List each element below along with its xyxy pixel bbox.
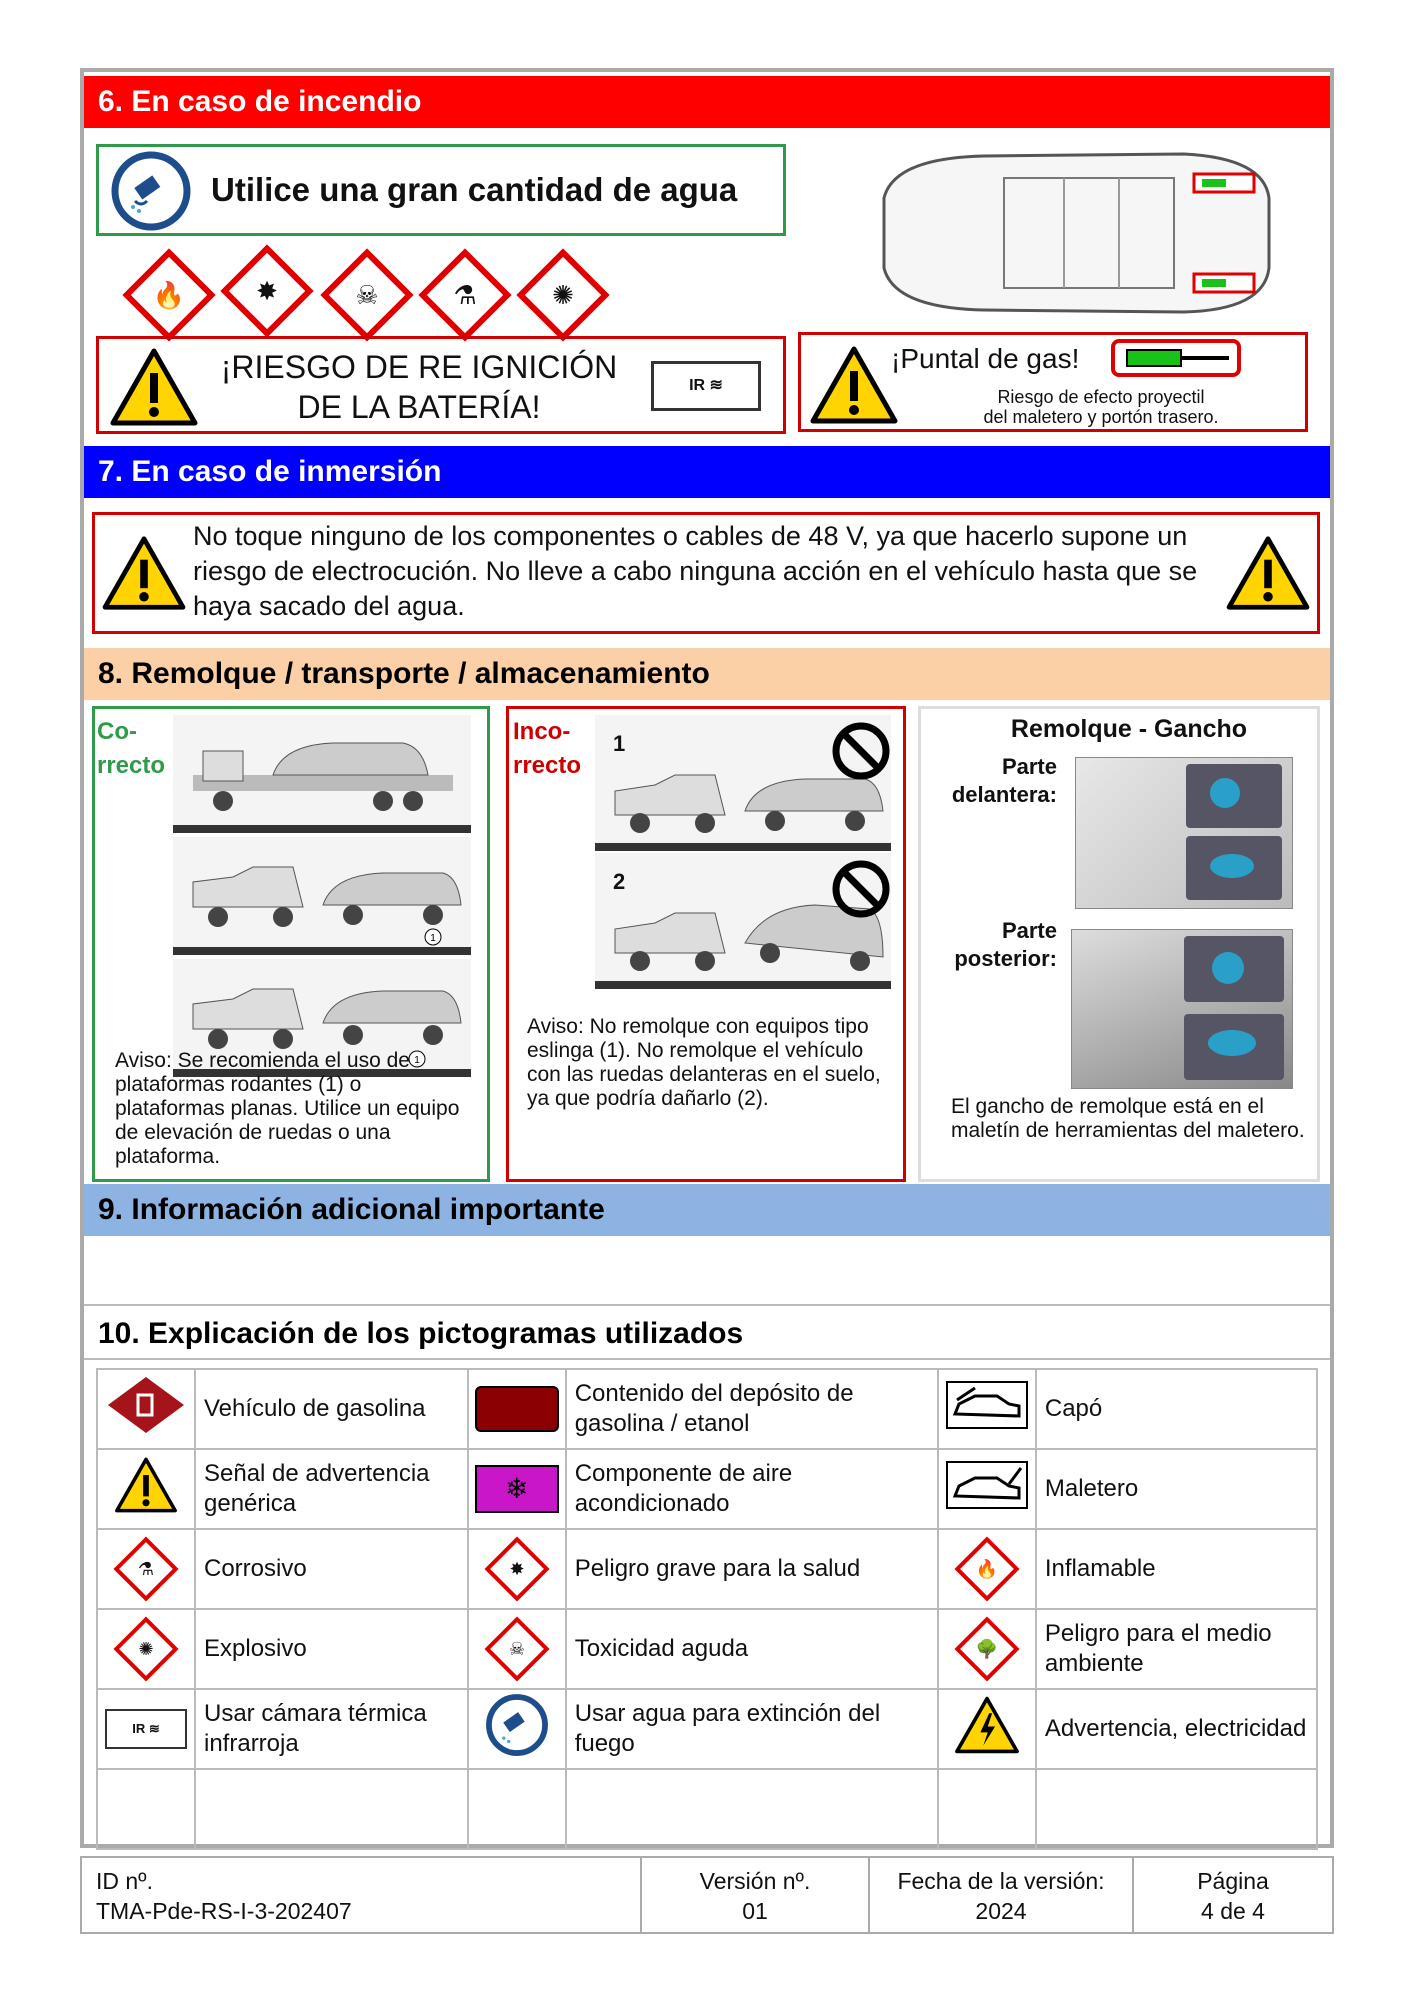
section-9-header: 9. Información adicional importante	[84, 1184, 1330, 1236]
legend-label: Explosivo	[195, 1609, 468, 1689]
gas-strut-icon	[1111, 339, 1241, 377]
ir-label: IR	[132, 1721, 146, 1736]
water-extinguish-box	[96, 144, 786, 236]
hood-icon	[938, 1369, 1036, 1449]
legend-label: Capó	[1036, 1369, 1317, 1449]
section-8-header: 8. Remolque / transporte / almacenamiento	[84, 648, 1330, 700]
footer-version-label: Versión nº.	[699, 1868, 811, 1894]
incorrect-label: Inco- rrecto	[513, 718, 582, 779]
legend-label: Señal de advertencia genérica	[195, 1449, 468, 1529]
reignition-line-1: ¡RIESGO DE RE IGNICIÓN	[220, 349, 618, 385]
immersion-warning-box	[92, 512, 1320, 634]
footer-page-label: Página	[1197, 1868, 1269, 1894]
flame-icon: 🔥	[152, 279, 186, 310]
thermal-camera-icon: IR ≋	[651, 361, 761, 411]
warning-triangle-icon	[1225, 535, 1311, 611]
incorrect-number-2: 2	[613, 869, 626, 894]
footer-page-value: 4 de 4	[1201, 1898, 1265, 1924]
legend-label: Inflamable	[1036, 1529, 1317, 1609]
warning-triangle-icon	[97, 1449, 195, 1529]
legend-label: Usar cámara térmica infrarroja	[195, 1689, 468, 1769]
gas-strut-title: ¡Puntal de gas!	[891, 343, 1080, 374]
footer-id-label: ID nº.	[96, 1868, 153, 1894]
footer-version	[642, 1858, 870, 1932]
toxic-pictogram	[320, 248, 413, 341]
table-row	[97, 1369, 1317, 1449]
electricity-warning-icon	[938, 1689, 1036, 1769]
empty-cell	[97, 1769, 195, 1849]
rear-part-label: Parte posterior:	[954, 918, 1057, 971]
legend-label: Maletero	[1036, 1449, 1317, 1529]
incorrect-note: Aviso: No remolque con equipos tipo eslinga (1). No remolque el vehículo con las ruedas delanteras en el suelo, ya que podría dañarlo (2).	[527, 1015, 881, 1110]
prohibited-icon	[831, 721, 891, 781]
footer-version-value: 01	[742, 1898, 768, 1924]
towing-correct-panel	[92, 706, 490, 1182]
legend-label: Vehículo de gasolina	[195, 1369, 468, 1449]
thermal-camera-icon: IR ≋	[97, 1689, 195, 1769]
water-extinguisher-icon	[468, 1689, 566, 1769]
prohibited-icon	[831, 859, 891, 919]
empty-cell	[468, 1769, 566, 1849]
gas-strut-line-2: del maletero y portón trasero.	[983, 407, 1219, 427]
legend-label: Peligro grave para la salud	[566, 1529, 938, 1609]
legend-label: Componente de aire acondicionado	[566, 1449, 938, 1529]
flammable-icon: 🔥	[938, 1529, 1036, 1609]
table-row	[97, 1689, 1317, 1769]
additional-info-area	[84, 1236, 1330, 1302]
reignition-line-2: DE LA BATERÍA!	[297, 389, 541, 425]
towing-incorrect-panel	[506, 706, 906, 1182]
wheel-lift-dolly-image	[173, 837, 471, 955]
corrosive-icon: ⚗	[97, 1529, 195, 1609]
section-6-header: 6. En caso de incendio	[84, 76, 1330, 128]
pictogram-legend-table	[96, 1368, 1318, 1850]
vehicle-top-view	[864, 138, 1284, 328]
document-footer	[80, 1856, 1334, 1934]
tow-hook-panel	[918, 706, 1320, 1182]
skull-icon: ☠	[355, 279, 379, 310]
immersion-text: No toque ninguno de los componentes o cables de 48 V, ya que hacerlo supone un riesgo de electrocución. No lleve a cabo ninguna acción en el vehículo hasta que se haya sacado del agua.	[193, 521, 1198, 621]
legend-label: Advertencia, electricidad	[1036, 1689, 1317, 1769]
petrol-vehicle-icon	[97, 1369, 195, 1449]
rescue-sheet-page	[80, 68, 1334, 1848]
front-part-label: Parte delantera:	[951, 754, 1057, 807]
corrosion-icon: ⚗	[453, 279, 477, 310]
gas-strut-box	[798, 332, 1308, 432]
footer-date-value: 2024	[975, 1898, 1027, 1924]
incorrect-number-1: 1	[613, 731, 626, 756]
dolly-marker-1: 1	[414, 1055, 420, 1066]
corrosive-pictogram	[418, 248, 511, 341]
table-row	[97, 1449, 1317, 1529]
footer-page	[1134, 1858, 1332, 1932]
trunk-icon	[938, 1449, 1036, 1529]
rear-hook-image	[1071, 929, 1293, 1089]
legend-label: Corrosivo	[195, 1529, 468, 1609]
front-hook-image	[1075, 757, 1293, 909]
empty-cell	[195, 1769, 468, 1849]
battery-reignition-box	[96, 336, 786, 434]
legend-label: Usar agua para extinción del fuego	[566, 1689, 938, 1769]
table-row	[97, 1609, 1317, 1689]
empty-cell	[1036, 1769, 1317, 1849]
legend-label: Peligro para el medio ambiente	[1036, 1609, 1317, 1689]
explosive-pictogram	[516, 248, 609, 341]
flatbed-truck-image	[173, 715, 471, 833]
air-conditioning-icon: ❄	[468, 1449, 566, 1529]
legend-label: Toxicidad aguda	[566, 1609, 938, 1689]
empty-cell	[566, 1769, 938, 1849]
footer-date	[870, 1858, 1134, 1932]
ir-label: IR	[689, 377, 706, 394]
tow-hook-note: El gancho de remolque está en el maletín de herramientas del maletero.	[951, 1095, 1305, 1142]
warning-triangle-icon	[109, 347, 199, 427]
correct-note: Aviso: Se recomienda el uso de plataformas rodantes (1) o plataformas planas. Utilice un equipo de elevación de ruedas o una plataforma.	[115, 1049, 460, 1168]
correct-label: Co- rrecto	[97, 718, 166, 779]
table-row	[97, 1529, 1317, 1609]
fuel-tank-icon	[468, 1369, 566, 1449]
legend-label: Contenido del depósito de gasolina / etanol	[566, 1369, 938, 1449]
warning-triangle-icon	[101, 535, 187, 611]
environment-hazard-icon: 🌳	[938, 1609, 1036, 1689]
footer-date-label: Fecha de la versión:	[897, 1868, 1105, 1894]
table-row	[97, 1769, 1317, 1849]
health-hazard-pictogram	[220, 244, 313, 337]
flammable-pictogram	[122, 248, 215, 341]
skull-icon: ☠	[468, 1609, 566, 1689]
dolly-marker-1: 1	[430, 933, 436, 944]
explosion-icon: ✺	[552, 279, 574, 310]
tow-hook-title: Remolque - Gancho	[1010, 715, 1248, 743]
warning-triangle-icon	[809, 345, 899, 425]
footer-id	[82, 1858, 642, 1932]
section-10-header: 10. Explicación de los pictogramas utilizados	[84, 1304, 1330, 1360]
water-extinguisher-icon	[111, 151, 191, 231]
water-instruction: Utilice una gran cantidad de agua	[211, 171, 738, 208]
gas-strut-line-1: Riesgo de efecto proyectil	[997, 387, 1205, 407]
explosive-icon: ✺	[97, 1609, 195, 1689]
section-7-header: 7. En caso de inmersión	[84, 446, 1330, 498]
health-hazard-icon: ✸	[468, 1529, 566, 1609]
footer-id-value: TMA-Pde-RS-I-3-202407	[96, 1898, 352, 1924]
empty-cell	[938, 1769, 1036, 1849]
health-hazard-icon: ✸	[256, 275, 278, 306]
